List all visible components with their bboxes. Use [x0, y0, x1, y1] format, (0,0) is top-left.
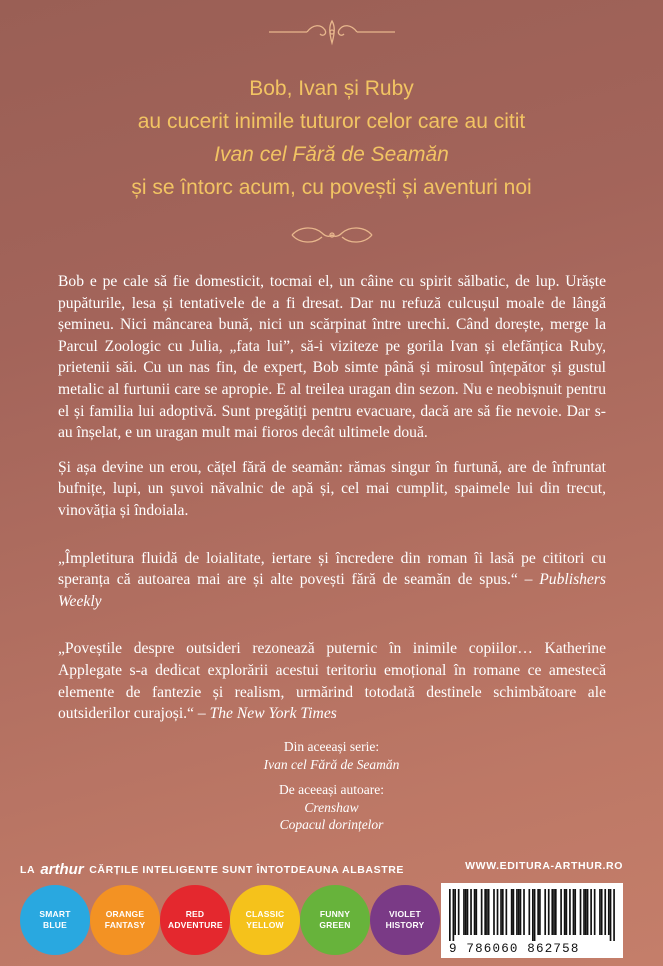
slogan-prefix: LA: [20, 864, 35, 876]
collection-badge-label: [98, 909, 152, 931]
collection-name-line: HISTORY: [385, 920, 425, 930]
quote-source: Publishers Weekly: [58, 571, 606, 610]
collection-badge-label: [168, 909, 222, 931]
quote-text: „Împletitura fluidă de loialitate, iertare și încredere din roman îi lasă pe cititori cu speranța că autoarea mai are și alte povești fără de seamăn de spus.“ –: [58, 549, 606, 589]
review-quote: [58, 638, 606, 724]
blurb-paragraph: Bob e pe cale să fie domesticit, tocmai el, un câine cu spirit sălbatic, de lup. Urăște pupăturile, lesa și tentativele de a fi dresat. Dar nu refuză culcușul moale de lângă șemineu. Nici mâncarea bună, nici un scărpinat între urechi. Când dorește, merge la Parcul Zoologic cu Julia, „fata lui”, să-i viziteze pe gorila Ivan și elefănțica Ruby, prietenii săi. Cu un nas fin, de expert, Bob simte până și mirosul înțepător și gustul metalic al furtunii care se apropie. E al treilea uragan din sezon. Nu e neobișnuit pentru el și familia lui adoptivă. Sunt pregătiți pentru evacuare, dacă are să fie nevoie. Dar s-au înșelat, e un uragan mult mai fioros decât ultimele două.: [58, 273, 606, 442]
collection-name-line: ADVENTURE: [168, 920, 223, 930]
collection-badge-label: [238, 909, 292, 931]
headline-line: Bob, Ivan și Ruby: [249, 77, 414, 100]
headline-line: au cucerit inimile tuturor celor care au citit: [137, 110, 526, 133]
collection-badge: [160, 885, 230, 955]
author-title: Copacul dorințelor: [279, 817, 384, 832]
collection-name-line: YELLOW: [246, 920, 284, 930]
collection-name-line: VIOLET: [389, 909, 421, 919]
collection-name-line: ORANGE: [105, 909, 145, 919]
book-title-line: Ivan cel Fără de Seamăn: [214, 143, 449, 166]
series-label: Din aceeași serie:: [283, 739, 380, 754]
publisher-slogan: [20, 860, 404, 877]
headline-line: și se întorc acum, cu povești și aventuri noi: [131, 176, 532, 199]
slogan-text: CĂRȚILE INTELIGENTE SUNT ÎNTOTDEAUNA ALBASTRE: [89, 864, 404, 876]
isbn-number: 9 786060 862758: [449, 942, 580, 956]
collection-badge-label: [28, 909, 82, 931]
collection-badge: [20, 885, 90, 955]
collection-badge-label: [308, 909, 362, 931]
collection-name-line: SMART: [39, 909, 71, 919]
collection-badge: [230, 885, 300, 955]
collection-badge: [370, 885, 440, 955]
collection-name-line: CLASSIC: [245, 909, 285, 919]
related-books: [0, 738, 663, 834]
series-title: Ivan cel Fără de Seamăn: [263, 756, 400, 772]
headline: [0, 72, 663, 204]
collection-name-line: RED: [185, 909, 205, 919]
blurb-paragraph: Și așa devine un erou, cățel fără de seamăn: rămas singur în furtună, are de înfruntat bufnițe, lupi, un șuvoi năvalnic de apă și, cel mai cumplit, spaimele lui din trecut, vinovăția și îndoiala.: [58, 458, 606, 519]
publisher-website: WWW.EDITURA-ARTHUR.RO: [465, 860, 623, 872]
collection-name-line: BLUE: [43, 920, 67, 930]
collection-name-line: GREEN: [319, 920, 351, 930]
bottom-ornament: [0, 222, 663, 248]
collection-name-line: FANTASY: [104, 920, 146, 930]
publisher-bar: [20, 857, 643, 877]
collection-badge-label: [378, 909, 432, 931]
blurb: [58, 271, 606, 751]
quote-text: „Poveștile despre outsideri rezonează puternic în inimile copiilor… Katherine Applegate s-a dedicat explorării acestui teritoriu emoțional în romane ce amestecă elemente de fantezie și realism, urmărind totodată destinele schimbătoare ale outsiderilor curajoși.“ –: [58, 640, 606, 723]
collection-name-line: FUNNY: [319, 909, 351, 919]
review-quote: [58, 548, 606, 613]
collection-badge: [90, 885, 160, 955]
arthur-logo: arthur: [40, 861, 84, 878]
top-ornament: [0, 18, 663, 46]
barcode-bars: [449, 889, 615, 941]
author-title: Crenshaw: [304, 799, 359, 815]
isbn-barcode: [441, 883, 623, 958]
quote-source: The New York Times: [209, 705, 337, 723]
collection-badge: [300, 885, 370, 955]
author-label: De aceeași autoare:: [279, 782, 384, 797]
